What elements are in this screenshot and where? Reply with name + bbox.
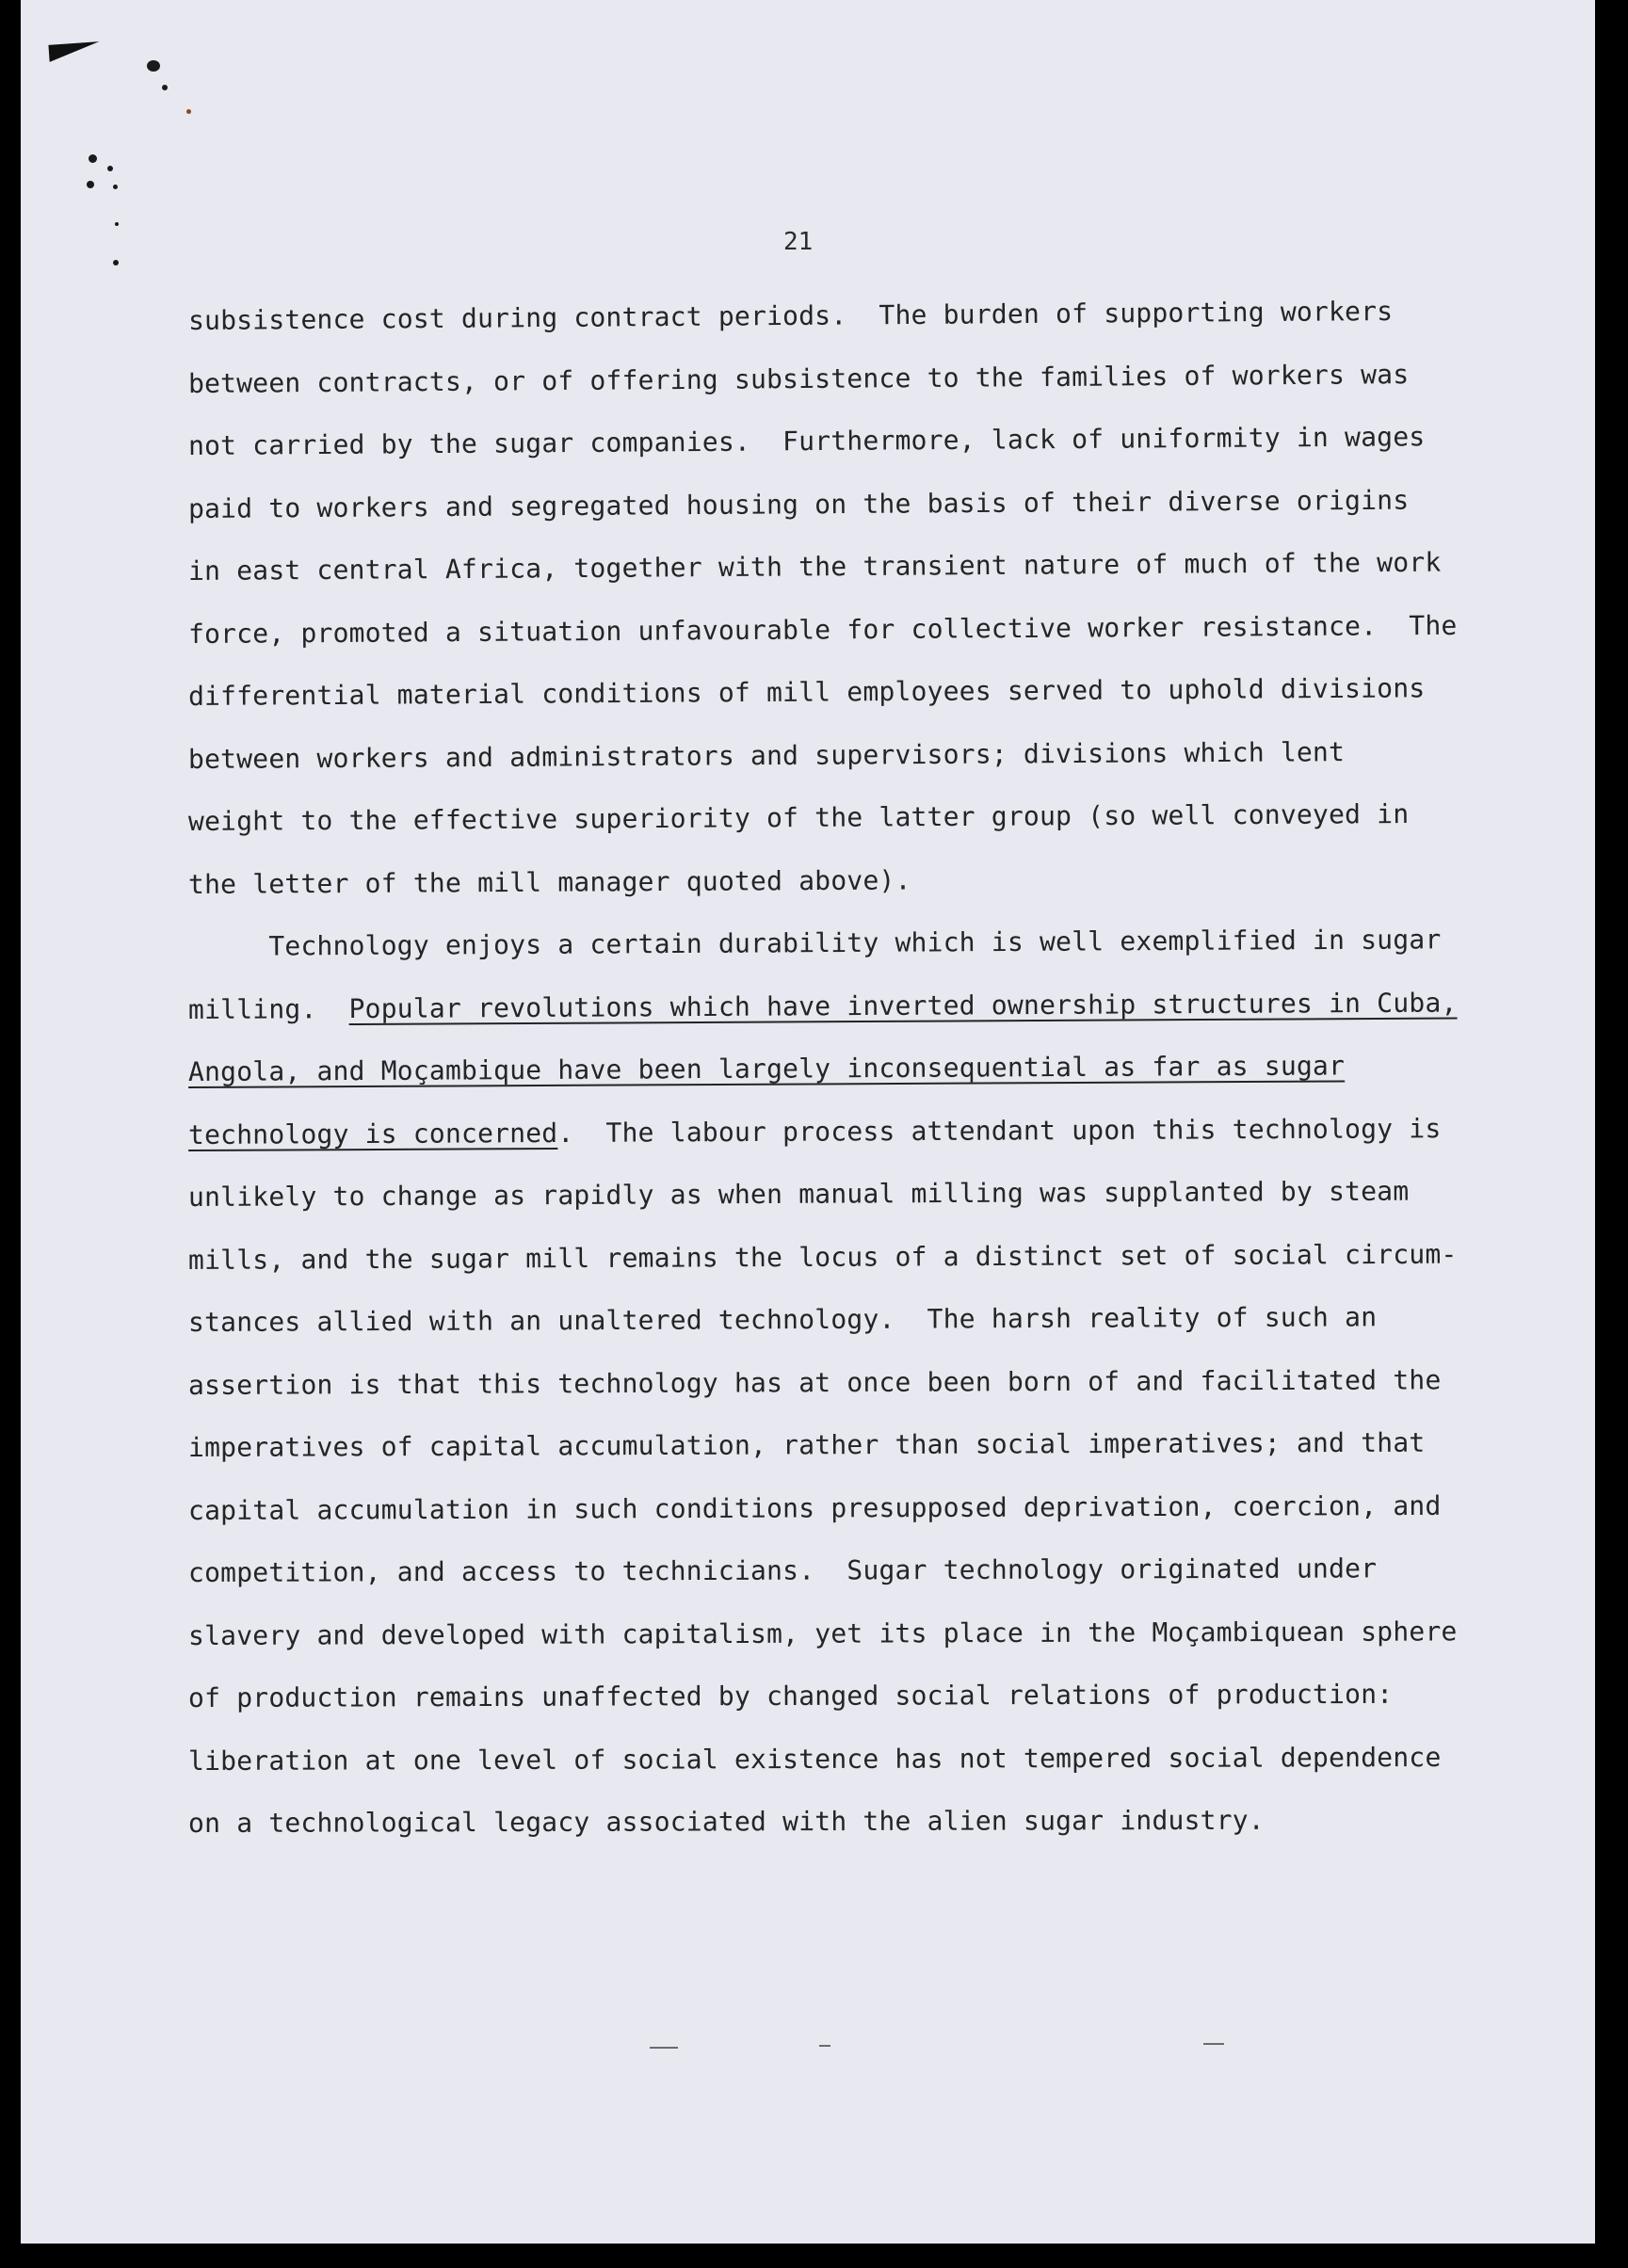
text-line <box>188 1113 1442 1150</box>
ink-speck <box>113 260 119 265</box>
document-page <box>21 0 1595 2244</box>
text-line <box>188 547 1442 587</box>
text-segment: weight to the effective superiority of the latter group (so well conveyed in <box>187 797 1410 837</box>
text-line <box>188 1301 1377 1338</box>
ink-speck <box>162 85 168 90</box>
text-segment: of production remains unaffected by changed social relations of production: <box>187 1678 1394 1713</box>
ink-speck <box>147 60 160 72</box>
text-line <box>188 988 1458 1025</box>
text-line <box>188 1239 1458 1276</box>
page-number: 21 <box>783 228 814 256</box>
text-line <box>188 1679 1393 1713</box>
text-line <box>188 1742 1442 1777</box>
text-segment: stances allied with an unaltered technology. The harsh reality of such an <box>187 1301 1378 1338</box>
ink-speck <box>107 166 113 171</box>
text-line <box>188 1552 1377 1588</box>
ink-speck <box>87 181 94 188</box>
smudge-mark <box>819 2045 830 2047</box>
text-segment: subsistence cost during contract periods. The burden of supporting workers <box>187 295 1394 336</box>
text-line <box>188 864 911 900</box>
text-segment: . The labour process attendant upon this technology is <box>557 1113 1442 1149</box>
text-line <box>188 421 1426 461</box>
text-line <box>188 359 1410 399</box>
text-segment: the letter of the mill manager quoted above). <box>187 864 911 900</box>
smudge-mark <box>650 2047 678 2049</box>
text-line <box>188 798 1410 837</box>
text-segment: between workers and administrators and supervisors; divisions which lent <box>187 736 1346 775</box>
text-segment: not carried by the sugar companies. Furthermore, lack of uniformity in wages <box>187 421 1426 461</box>
text-line <box>188 1805 1265 1839</box>
text-segment: on a technological legacy associated with the alien sugar industry. <box>187 1804 1265 1839</box>
text-line <box>188 736 1345 775</box>
underlined-text: Popular revolutions which have inverted ownership structures in Cuba, <box>348 987 1458 1025</box>
smudge-mark <box>1203 2043 1224 2045</box>
ink-speck <box>115 222 119 226</box>
text-segment: paid to workers and segregated housing on the basis of their diverse origins <box>187 484 1410 524</box>
text-segment: imperatives of capital accumulation, rather than social imperatives; and that <box>187 1426 1426 1463</box>
text-segment: assertion is that this technology has at once been born of and facilitated the <box>187 1364 1442 1401</box>
text-segment: between contracts, or of offering subsistence to the families of workers was <box>187 359 1410 399</box>
underlined-text: Angola, and Moçambique have been largely inconsequential as far as sugar <box>187 1050 1346 1087</box>
text-segment: liberation at one level of social existence has not tempered social dependence <box>187 1741 1442 1777</box>
ink-speck <box>113 185 118 189</box>
text-line <box>188 296 1394 336</box>
text-line <box>188 672 1426 712</box>
ink-speck <box>186 109 191 114</box>
text-line <box>188 1050 1345 1087</box>
text-segment: competition, and access to technicians. Sugar technology originated under <box>187 1552 1378 1588</box>
text-segment: Technology enjoys a certain durability which is well exemplified in sugar <box>187 924 1442 962</box>
text-segment: unlikely to change as rapidly as when manual milling was supplanted by steam <box>187 1175 1410 1213</box>
text-segment: differential material conditions of mill employees served to uphold divisions <box>187 672 1426 712</box>
text-segment: milling. <box>187 993 349 1025</box>
text-line <box>188 1364 1442 1401</box>
text-segment: slavery and developed with capitalism, yet its place in the Moçambiquean sphere <box>187 1616 1458 1651</box>
ink-speck <box>89 154 97 163</box>
text-line <box>188 1490 1442 1526</box>
text-segment: force, promoted a situation unfavourable for collective worker resistance. The <box>187 609 1458 650</box>
text-line <box>188 1176 1410 1213</box>
text-line <box>188 924 1442 962</box>
text-line <box>188 1616 1458 1651</box>
text-line <box>188 485 1410 524</box>
underlined-text: technology is concerned <box>187 1117 558 1150</box>
text-segment: mills, and the sugar mill remains the locus of a distinct set of social circum- <box>187 1238 1458 1276</box>
corner-mark <box>48 41 100 62</box>
text-line <box>188 1427 1426 1463</box>
text-segment: in east central Africa, together with the transient nature of much of the work <box>187 546 1442 587</box>
text-segment: capital accumulation in such conditions presupposed deprivation, coercion, and <box>187 1489 1442 1526</box>
text-line <box>188 610 1458 650</box>
